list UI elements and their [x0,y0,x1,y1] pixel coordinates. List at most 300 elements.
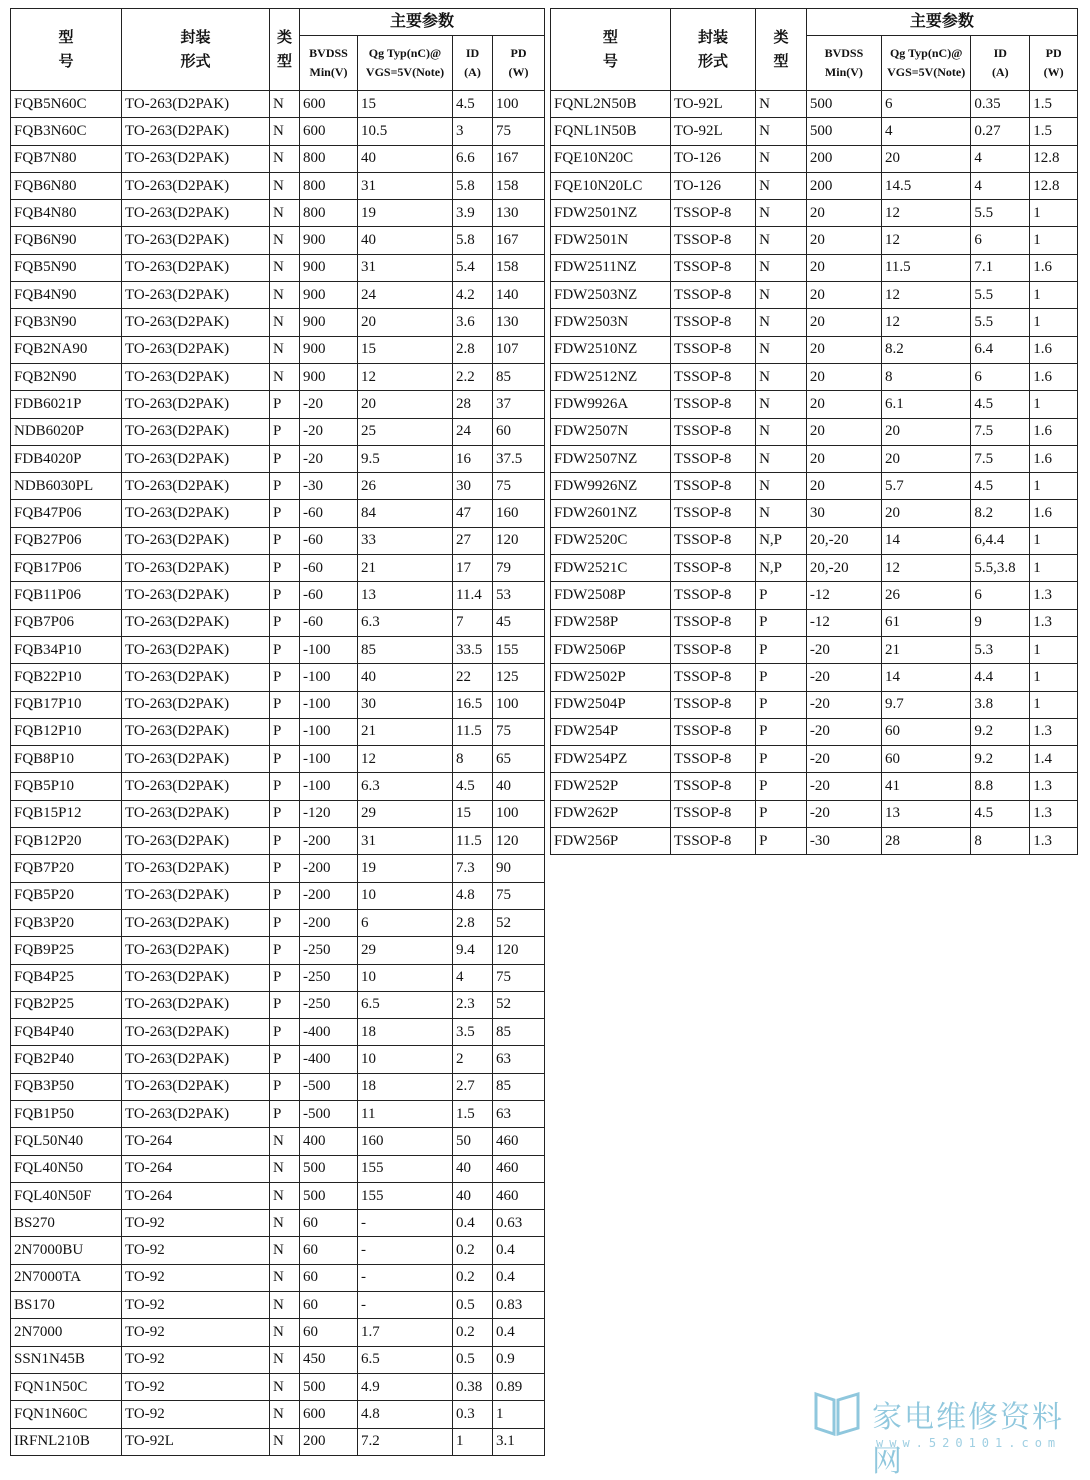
table-row [551,800,1078,827]
package-cell: TO-263(D2PAK) [122,964,270,991]
table-row [551,118,1078,145]
package-cell: TO-92L [122,1428,270,1455]
pd-cell: 1.6 [1030,336,1078,363]
pd-cell: 1.3 [1030,609,1078,636]
id-cell: 9.2 [971,746,1030,773]
pd-cell: 45 [493,609,545,636]
header-main-params: 主要参数 [300,9,545,36]
qg-cell: 4.9 [358,1373,453,1400]
table-row [551,391,1078,418]
qg-cell: 8 [881,363,970,390]
bvdss-cell: 200 [806,145,881,172]
bvdss-cell: 20 [806,282,881,309]
type-cell: N [756,500,807,527]
id-cell: 4.5 [971,473,1030,500]
bvdss-cell: -200 [300,855,358,882]
pd-cell: 1 [1030,282,1078,309]
qg-cell: 29 [358,800,453,827]
table-row [551,527,1078,554]
pd-cell: 1 [1030,636,1078,663]
type-cell: P [270,555,300,582]
model-cell: 2N7000 [11,1319,122,1346]
package-cell: TO-92 [122,1319,270,1346]
package-cell: TSSOP-8 [670,500,755,527]
bvdss-cell: -100 [300,636,358,663]
model-cell: FQB11P06 [11,582,122,609]
qg-cell: 4 [881,118,970,145]
type-cell: P [270,391,300,418]
bvdss-cell: -20 [806,691,881,718]
table-row [551,773,1078,800]
package-cell: TO-92 [122,1346,270,1373]
table-row [11,1401,545,1428]
pd-cell: 1.3 [1030,718,1078,745]
type-cell: N [756,118,807,145]
package-cell: TSSOP-8 [670,609,755,636]
package-cell: TO-263(D2PAK) [122,172,270,199]
id-cell: 28 [453,391,493,418]
table-row [11,964,545,991]
table-row [11,1237,545,1264]
id-cell: 8 [971,828,1030,855]
pd-cell: 130 [493,309,545,336]
header-pd: PD (W) [493,36,545,91]
table-row [11,1346,545,1373]
type-cell: P [270,473,300,500]
bvdss-cell: 20,-20 [806,527,881,554]
pd-cell: 460 [493,1155,545,1182]
bvdss-cell: 200 [300,1428,358,1455]
qg-cell: 31 [358,172,453,199]
type-cell: N [270,309,300,336]
package-cell: TSSOP-8 [670,664,755,691]
package-cell: TO-263(D2PAK) [122,609,270,636]
model-cell: FDW2510NZ [551,336,671,363]
pd-cell: 1.4 [1030,746,1078,773]
id-cell: 47 [453,500,493,527]
package-cell: TO-263(D2PAK) [122,909,270,936]
type-cell: N [756,445,807,472]
bvdss-cell: 20 [806,336,881,363]
model-cell: NDB6030PL [11,473,122,500]
header-id: ID (A) [971,36,1030,91]
model-cell: SSN1N45B [11,1346,122,1373]
package-cell: TO-263(D2PAK) [122,145,270,172]
qg-cell: 40 [358,664,453,691]
model-cell: 2N7000BU [11,1237,122,1264]
model-cell: FQB5N90 [11,254,122,281]
table-row [11,1073,545,1100]
bvdss-cell: 900 [300,254,358,281]
model-cell: FQB34P10 [11,636,122,663]
bvdss-cell: -30 [300,473,358,500]
bvdss-cell: -200 [300,828,358,855]
table-row [551,282,1078,309]
package-cell: TSSOP-8 [670,473,755,500]
id-cell: 7.5 [971,445,1030,472]
model-cell: BS270 [11,1210,122,1237]
type-cell: P [270,937,300,964]
table-row [11,1373,545,1400]
id-cell: 9.2 [971,718,1030,745]
id-cell: 4.8 [453,882,493,909]
id-cell: 0.4 [453,1210,493,1237]
type-cell: P [270,855,300,882]
bvdss-cell: 60 [300,1237,358,1264]
qg-cell: 155 [358,1155,453,1182]
model-cell: FQB3P20 [11,909,122,936]
package-cell: TSSOP-8 [670,309,755,336]
model-cell: FDB6021P [11,391,122,418]
package-cell: TSSOP-8 [670,691,755,718]
pd-cell: 90 [493,855,545,882]
bvdss-cell: -20 [806,800,881,827]
qg-cell: 28 [881,828,970,855]
bvdss-cell: 500 [300,1182,358,1209]
id-cell: 0.3 [453,1401,493,1428]
bvdss-cell: -30 [806,828,881,855]
type-cell: N [270,172,300,199]
package-cell: TSSOP-8 [670,527,755,554]
id-cell: 3.9 [453,200,493,227]
table-row [11,1428,545,1455]
id-cell: 5.4 [453,254,493,281]
pd-cell: 155 [493,636,545,663]
bvdss-cell: -12 [806,582,881,609]
package-cell: TSSOP-8 [670,746,755,773]
qg-cell: 20 [881,145,970,172]
model-cell: FDW2506P [551,636,671,663]
qg-cell: 14 [881,664,970,691]
package-cell: TO-126 [670,145,755,172]
model-cell: FQB6N80 [11,172,122,199]
table-row [551,363,1078,390]
package-cell: TO-263(D2PAK) [122,555,270,582]
id-cell: 2.3 [453,991,493,1018]
qg-cell: 14 [881,527,970,554]
id-cell: 2 [453,1046,493,1073]
pd-cell: 52 [493,991,545,1018]
pd-cell: 0.9 [493,1346,545,1373]
table-row [11,991,545,1018]
package-cell: TO-263(D2PAK) [122,1073,270,1100]
pd-cell: 140 [493,282,545,309]
table-row [11,227,545,254]
table-row [551,828,1078,855]
bvdss-cell: 20 [806,200,881,227]
type-cell: N [756,172,807,199]
header-bvdss: BVDSS Min(V) [300,36,358,91]
package-cell: TO-92L [670,91,755,118]
qg-cell: 13 [358,582,453,609]
type-cell: N [270,200,300,227]
id-cell: 9 [971,609,1030,636]
package-cell: TO-263(D2PAK) [122,282,270,309]
type-cell: N [270,1319,300,1346]
type-cell: P [270,964,300,991]
package-cell: TO-263(D2PAK) [122,582,270,609]
type-cell: N [270,1155,300,1182]
model-cell: FDW252P [551,773,671,800]
package-cell: TO-263(D2PAK) [122,1046,270,1073]
model-cell: FQB3N60C [11,118,122,145]
qg-cell: 29 [358,937,453,964]
table-row [11,855,545,882]
type-cell: N [270,91,300,118]
type-cell: P [270,882,300,909]
qg-cell: 6.5 [358,991,453,1018]
model-cell: 2N7000TA [11,1264,122,1291]
type-cell: P [270,664,300,691]
qg-cell: 31 [358,828,453,855]
id-cell: 11.5 [453,828,493,855]
id-cell: 4.5 [453,91,493,118]
pd-cell: 0.4 [493,1264,545,1291]
header-pd: PD (W) [1030,36,1078,91]
qg-cell: 26 [881,582,970,609]
type-cell: P [270,909,300,936]
bvdss-cell: 20 [806,363,881,390]
table-row [11,746,545,773]
bvdss-cell: 20 [806,309,881,336]
bvdss-cell: -20 [806,746,881,773]
model-cell: NDB6020P [11,418,122,445]
qg-cell: 12 [881,309,970,336]
pd-cell: 0.4 [493,1237,545,1264]
type-cell: N [270,1237,300,1264]
bvdss-cell: -120 [300,800,358,827]
model-cell: FQB7P20 [11,855,122,882]
table-row [551,582,1078,609]
qg-cell: 40 [358,145,453,172]
table-row [11,145,545,172]
pd-cell: 63 [493,1046,545,1073]
id-cell: 0.2 [453,1264,493,1291]
model-cell: FQN1N50C [11,1373,122,1400]
pd-cell: 85 [493,1019,545,1046]
bvdss-cell: 60 [300,1264,358,1291]
id-cell: 40 [453,1182,493,1209]
model-cell: FQB6N90 [11,227,122,254]
pd-cell: 3.1 [493,1428,545,1455]
pd-cell: 12.8 [1030,145,1078,172]
pd-cell: 100 [493,91,545,118]
qg-cell: 9.7 [881,691,970,718]
header-main-params: 主要参数 [806,9,1077,36]
pd-cell: 0.89 [493,1373,545,1400]
type-cell: N,P [756,527,807,554]
pd-cell: 1.3 [1030,773,1078,800]
model-cell: FQB4P25 [11,964,122,991]
id-cell: 4.5 [453,773,493,800]
table-row [551,145,1078,172]
package-cell: TO-263(D2PAK) [122,473,270,500]
spec-table-left [10,8,545,1456]
pd-cell: 1.6 [1030,418,1078,445]
qg-cell: 18 [358,1073,453,1100]
type-cell: P [270,582,300,609]
pd-cell: 85 [493,363,545,390]
bvdss-cell: 500 [806,118,881,145]
pd-cell: 63 [493,1100,545,1127]
table-row [11,1128,545,1155]
model-cell: FQB2P25 [11,991,122,1018]
model-cell: FDW256P [551,828,671,855]
pd-cell: 160 [493,500,545,527]
qg-cell: 19 [358,200,453,227]
table-row [551,746,1078,773]
id-cell: 11.4 [453,582,493,609]
id-cell: 8.2 [971,500,1030,527]
model-cell: FDW9926NZ [551,473,671,500]
pd-cell: 53 [493,582,545,609]
type-cell: N [756,200,807,227]
id-cell: 5.5 [971,282,1030,309]
type-cell: N [756,473,807,500]
qg-cell: 41 [881,773,970,800]
type-cell: P [270,527,300,554]
model-cell: FQB1P50 [11,1100,122,1127]
id-cell: 5.8 [453,227,493,254]
package-cell: TO-92 [122,1237,270,1264]
table-row [551,91,1078,118]
id-cell: 4.5 [971,800,1030,827]
model-cell: FQB17P10 [11,691,122,718]
package-cell: TO-92 [122,1373,270,1400]
type-cell: N [270,145,300,172]
type-cell: N [270,1182,300,1209]
model-cell: FDW2521C [551,555,671,582]
model-cell: FQE10N20C [551,145,671,172]
pd-cell: 167 [493,145,545,172]
qg-cell: 4.8 [358,1401,453,1428]
model-cell: FQL40N50 [11,1155,122,1182]
pd-cell: 75 [493,118,545,145]
type-cell: N [270,1373,300,1400]
bvdss-cell: -60 [300,527,358,554]
model-cell: FQB3P50 [11,1073,122,1100]
package-cell: TO-263(D2PAK) [122,800,270,827]
pd-cell: 75 [493,718,545,745]
bvdss-cell: -200 [300,909,358,936]
qg-cell: 10.5 [358,118,453,145]
type-cell: N [270,1346,300,1373]
table-row [11,937,545,964]
table-row [11,1319,545,1346]
type-cell: N [270,282,300,309]
pd-cell: 1 [1030,227,1078,254]
package-cell: TO-263(D2PAK) [122,691,270,718]
table-row [11,363,545,390]
header-type: 类 型 [756,9,807,91]
table-row [11,1100,545,1127]
model-cell: FQB47P06 [11,500,122,527]
id-cell: 9.4 [453,937,493,964]
qg-cell: 10 [358,882,453,909]
qg-cell: 6 [881,91,970,118]
id-cell: 2.8 [453,336,493,363]
qg-cell: 21 [358,718,453,745]
table-row [11,664,545,691]
pd-cell: 0.63 [493,1210,545,1237]
table-row [11,445,545,472]
id-cell: 5.5 [971,309,1030,336]
table-row [11,473,545,500]
model-cell: FQB7N80 [11,145,122,172]
model-cell: FDW2501N [551,227,671,254]
type-cell: N [270,1428,300,1455]
pd-cell: 37 [493,391,545,418]
id-cell: 5.3 [971,636,1030,663]
qg-cell: 18 [358,1019,453,1046]
id-cell: 33.5 [453,636,493,663]
pd-cell: 12.8 [1030,172,1078,199]
type-cell: P [270,718,300,745]
pd-cell: 107 [493,336,545,363]
header-package: 封装 形式 [122,9,270,91]
id-cell: 27 [453,527,493,554]
bvdss-cell: -60 [300,500,358,527]
pd-cell: 1 [1030,664,1078,691]
pd-cell: 100 [493,800,545,827]
qg-cell: 24 [358,282,453,309]
qg-cell: 6.1 [881,391,970,418]
qg-cell: 15 [358,336,453,363]
qg-cell: 21 [881,636,970,663]
model-cell: FQB2N90 [11,363,122,390]
qg-cell: 155 [358,1182,453,1209]
bvdss-cell: 900 [300,363,358,390]
qg-cell: - [358,1264,453,1291]
bvdss-cell: -20 [806,636,881,663]
qg-cell: 10 [358,964,453,991]
id-cell: 2.2 [453,363,493,390]
model-cell: FQL50N40 [11,1128,122,1155]
qg-cell: 85 [358,636,453,663]
id-cell: 4.4 [971,664,1030,691]
model-cell: FQB17P06 [11,555,122,582]
bvdss-cell: -20 [300,445,358,472]
qg-cell: 8.2 [881,336,970,363]
bvdss-cell: 900 [300,282,358,309]
table-row [551,500,1078,527]
qg-cell: - [358,1210,453,1237]
bvdss-cell: 20 [806,418,881,445]
table-row [11,1019,545,1046]
pd-cell: 1 [493,1401,545,1428]
qg-cell: 30 [358,691,453,718]
bvdss-cell: -100 [300,773,358,800]
pd-cell: 1 [1030,309,1078,336]
package-cell: TSSOP-8 [670,363,755,390]
table-row [551,691,1078,718]
package-cell: TO-263(D2PAK) [122,91,270,118]
type-cell: P [270,1019,300,1046]
type-cell: N [270,1210,300,1237]
id-cell: 6 [971,363,1030,390]
bvdss-cell: 20 [806,254,881,281]
table-row [551,473,1078,500]
bvdss-cell: 60 [300,1210,358,1237]
id-cell: 8.8 [971,773,1030,800]
package-cell: TO-263(D2PAK) [122,636,270,663]
package-cell: TSSOP-8 [670,828,755,855]
pd-cell: 460 [493,1128,545,1155]
pd-cell: 460 [493,1182,545,1209]
model-cell: FDW2601NZ [551,500,671,527]
id-cell: 5.5 [971,200,1030,227]
bvdss-cell: 20 [806,445,881,472]
